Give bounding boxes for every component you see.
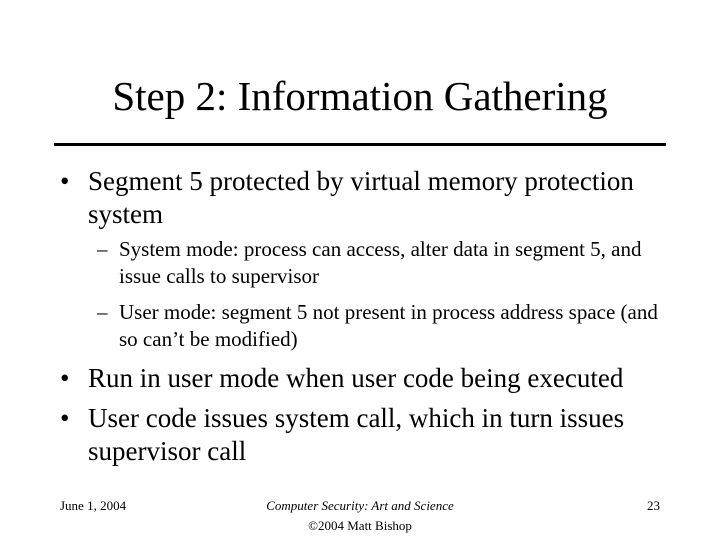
bullet-item-3: User code issues system call, which in turn issues supervisor call [88, 403, 625, 466]
bullet-item-1: Segment 5 protected by virtual memory protection system [88, 166, 634, 229]
sub-bullet-marker: – [97, 300, 108, 324]
bullet-item-2: Run in user mode when user code being executed [88, 363, 624, 393]
sub-bullet-item-1-1: System mode: process can access, alter data in segment 5, and issue calls to supervisor [119, 237, 642, 288]
bullet-marker: • [60, 403, 70, 433]
footer-book-title: Computer Security: Art and Science [266, 498, 454, 513]
sub-bullet-marker: – [97, 237, 108, 261]
footer-date: June 1, 2004 [60, 498, 127, 513]
sub-bullet-item-1-2: User mode: segment 5 not present in process address space (and so can’t be modified) [119, 300, 658, 351]
title-divider [54, 143, 666, 146]
footer-copyright: ©2004 Matt Bishop [308, 518, 412, 533]
footer-page-number: 23 [647, 498, 660, 513]
slide-title: Step 2: Information Gathering [112, 73, 608, 119]
footer-credit [220, 496, 500, 536]
bullet-marker: • [60, 166, 70, 196]
bullet-marker: • [60, 363, 70, 393]
